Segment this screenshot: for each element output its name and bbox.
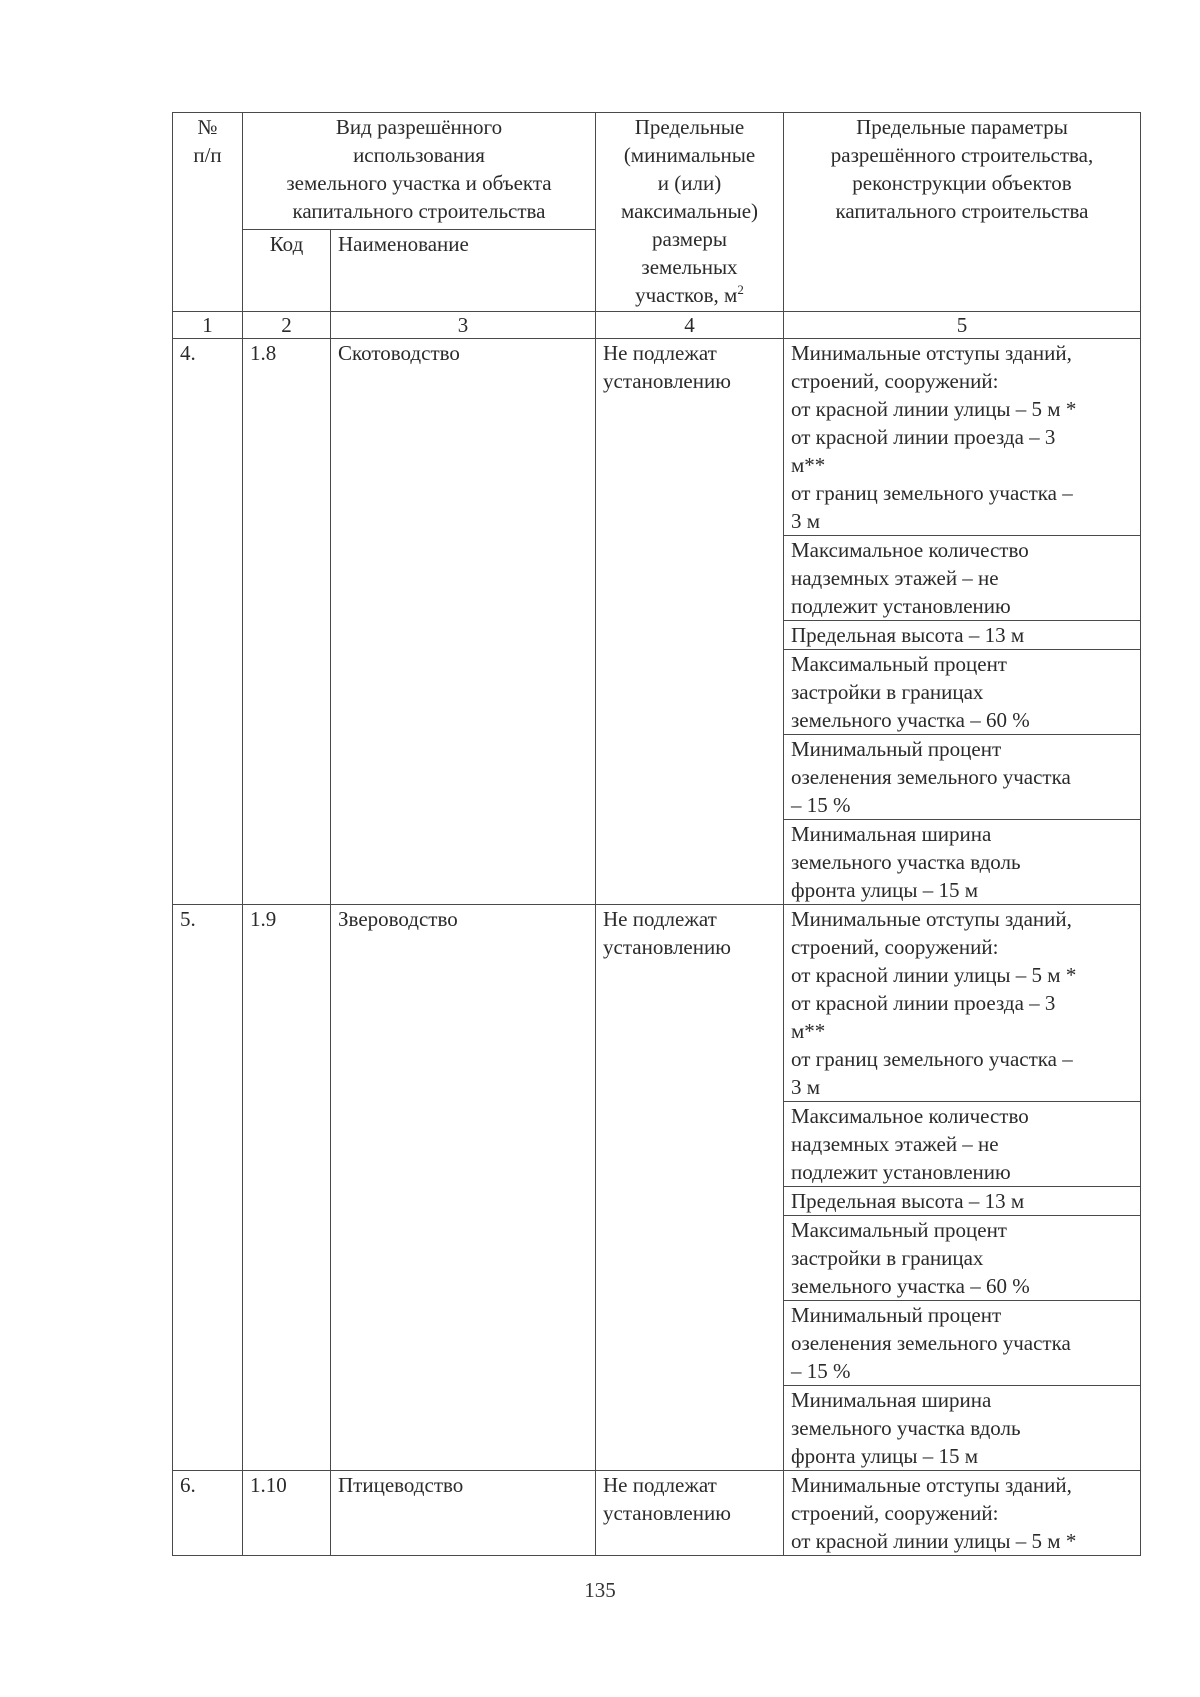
header-name: Наименование [331,230,596,312]
header-plot-size-sup: 2 [737,282,744,297]
header-parameters: Предельные параметры разрешённого строительства, реконструкции объектов капитального строительства [784,113,1141,312]
header-permitted-use: Вид разрешённого использования земельного участка и объекта капитального строительства [243,113,596,230]
header-number: № п/п [173,113,243,312]
parameter-cell: Минимальная ширина земельного участка вдоль фронта улицы – 15 м [784,820,1141,905]
parameter-cell: Минимальная ширина земельного участка вдоль фронта улицы – 15 м [784,1386,1141,1471]
column-number: 5 [784,312,1141,339]
header-plot-size [596,113,784,312]
parameter-cell: Предельная высота – 13 м [784,1187,1141,1216]
use-code: 1.10 [243,1471,331,1556]
column-number: 2 [243,312,331,339]
page-number: 135 [584,1578,616,1602]
parameter-cell: Минимальные отступы зданий, строений, сооружений: от красной линии улицы – 5 м * [784,1471,1141,1556]
parameter-cell: Максимальное количество надземных этажей – не подлежит установлению [784,1102,1141,1187]
parameter-cell: Максимальное количество надземных этажей – не подлежит установлению [784,536,1141,621]
row-number: 4. [173,339,243,905]
plot-size: Не подлежат установлению [596,1471,784,1556]
header-code: Код [243,230,331,312]
plot-size: Не подлежат установлению [596,339,784,905]
table-row [173,1471,1141,1556]
column-number: 3 [331,312,596,339]
use-code: 1.9 [243,905,331,1471]
zoning-parameters-table [172,112,1141,1556]
parameter-cell: Минимальный процент озеленения земельного участка – 15 % [784,1301,1141,1386]
parameter-cell: Минимальные отступы зданий, строений, сооружений: от красной линии улицы – 5 м * от красной линии проезда – 3 м** от границ земельного участка – 3 м [784,339,1141,536]
parameter-cell: Предельная высота – 13 м [784,621,1141,650]
use-code: 1.8 [243,339,331,905]
column-number: 1 [173,312,243,339]
column-numbers-row [173,312,1141,339]
parameter-cell: Минимальные отступы зданий, строений, сооружений: от красной линии улицы – 5 м * от красной линии проезда – 3 м** от границ земельного участка – 3 м [784,905,1141,1102]
column-number: 4 [596,312,784,339]
header-plot-size-text: Предельные (минимальные и (или) максимальные) размеры земельных участков, м [620,115,759,307]
table-row [173,339,1141,536]
row-number: 5. [173,905,243,1471]
table-row [173,905,1141,1102]
parameter-cell: Минимальный процент озеленения земельного участка – 15 % [784,735,1141,820]
plot-size: Не подлежат установлению [596,905,784,1471]
use-name: Звероводство [331,905,596,1471]
use-name: Птицеводство [331,1471,596,1556]
use-name: Скотоводство [331,339,596,905]
parameter-cell: Максимальный процент застройки в границах земельного участка – 60 % [784,650,1141,735]
parameter-cell: Максимальный процент застройки в границах земельного участка – 60 % [784,1216,1141,1301]
row-number: 6. [173,1471,243,1556]
